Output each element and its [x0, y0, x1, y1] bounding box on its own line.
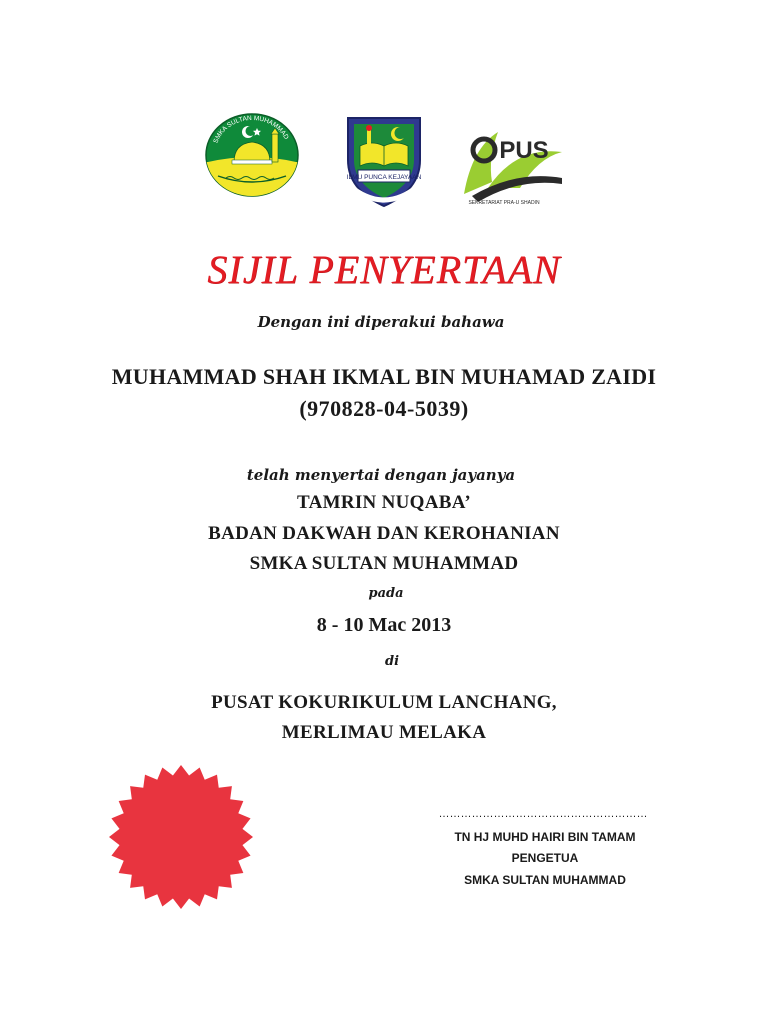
pus-logo-icon [458, 118, 568, 206]
signatory-role: PENGETUA [511, 851, 579, 865]
attended-text: telah menyertai dengan jayanya [246, 466, 516, 484]
event-line: SMKA SULTAN MUHAMMAD [249, 553, 519, 574]
signatory-school: SMKA SULTAN MUHAMMAD [464, 873, 626, 887]
badge-rim-text: SMKA SULTAN MUHAMMAD [212, 114, 290, 145]
venue-line: PUSAT KOKURIKULUM LANCHANG, [211, 692, 557, 713]
intro-text: Dengan ini diperakui bahawa [257, 313, 505, 331]
pus-logo-text: PUS [499, 137, 549, 164]
pus-logo-subtext: SEKRETARIAT PRA-U SHADIN [468, 200, 540, 206]
event-line: TAMRIN NUQABA’ [297, 492, 471, 513]
crest-motto: ILMU PUNCA KEJAYAAN [346, 174, 422, 181]
certificate-title: SIJIL PENYERTAAN [207, 247, 561, 292]
school-badge-icon [204, 112, 300, 198]
signatory-name: TN HJ MUHD HAIRI BIN TAMAM [454, 830, 636, 844]
at-text: di [384, 654, 400, 669]
starburst-seal-icon [106, 762, 256, 912]
school-crest-icon [334, 110, 434, 210]
signature-line: ………………………………………………… [438, 808, 648, 820]
event-line: BADAN DAKWAH DAN KEROHANIAN [208, 523, 560, 544]
recipient-ic: (970828-04-5039) [299, 396, 469, 421]
event-date: 8 - 10 Mac 2013 [316, 614, 452, 636]
venue-line: MERLIMAU MELAKA [281, 722, 487, 743]
recipient-name: MUHAMMAD SHAH IKMAL BIN MUHAMAD ZAIDI [111, 364, 657, 389]
on-text: pada [368, 586, 404, 601]
